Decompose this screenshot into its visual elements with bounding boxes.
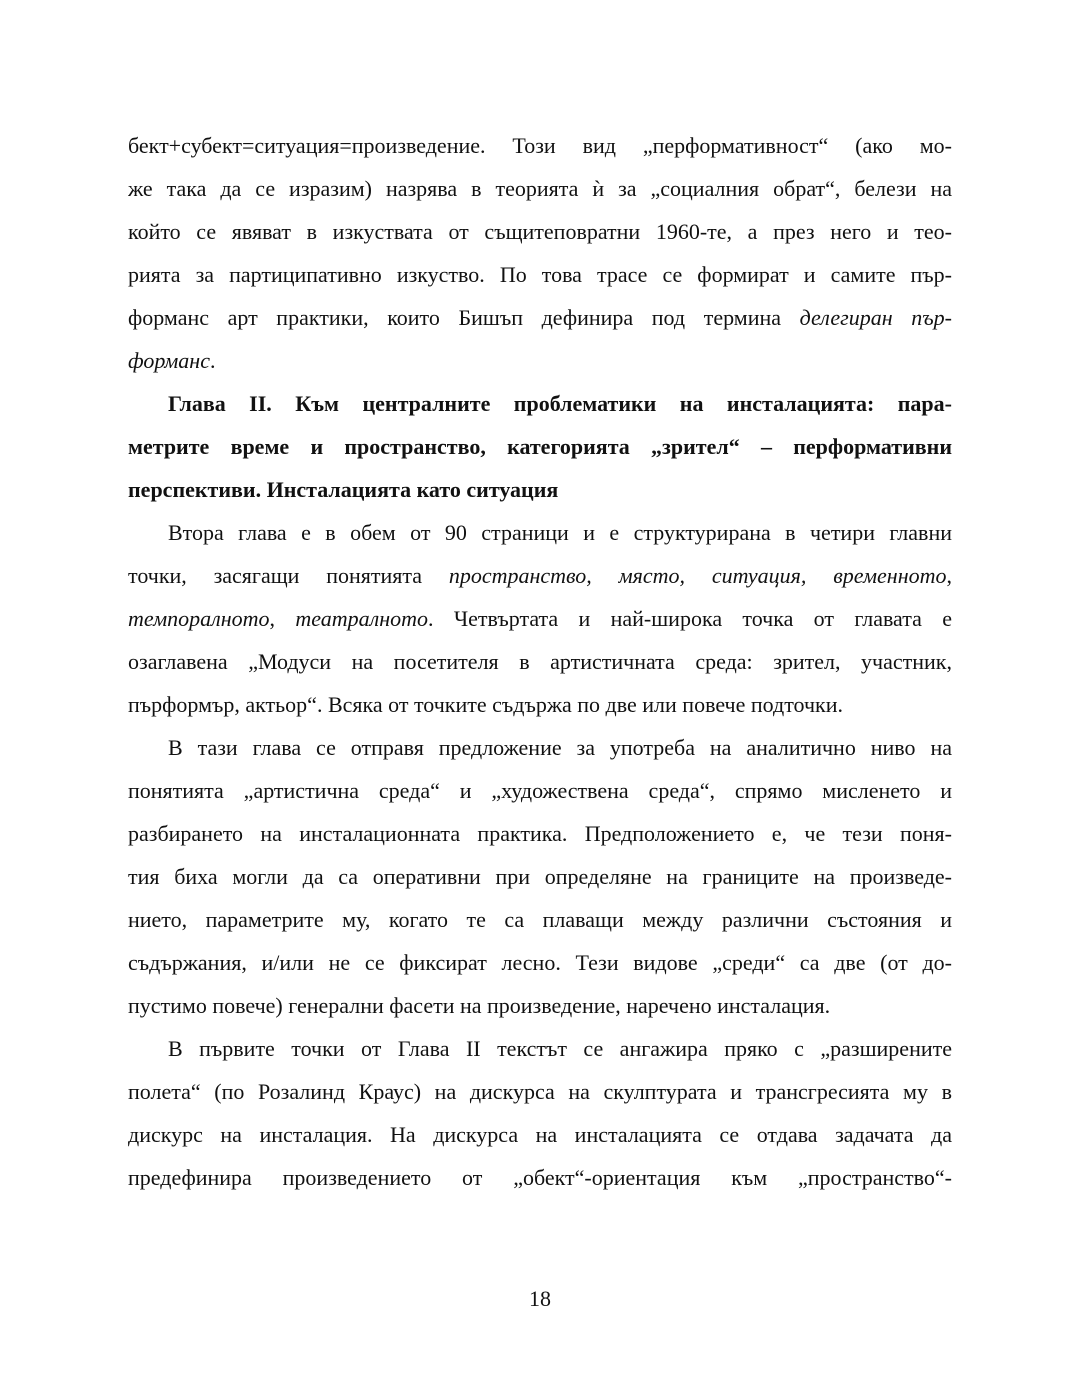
heading-line: перспективи. Инсталацията като ситуация [128,477,559,502]
text-run: форманс арт практики, които Бишъп дефинира под термина [128,305,800,330]
text-line: понятията „артистична среда“ и „художествена среда“, спрямо мисленето и [128,778,952,803]
text-line [128,296,952,339]
text-line: съдържания, и/или не се фиксират лесно. Тези видове „среди“ са две (от до- [128,950,952,975]
body-text [128,124,952,1199]
italic-term: темпоралното [128,606,270,631]
text-run: . [209,348,216,373]
text-line: дискурс на инсталация. На дискурса на инсталацията се отдава задачата да [128,1122,952,1147]
text-run: , [946,563,952,588]
text-line: бект+субект=ситуация=произведение. Този вид „перформативност“ (ако мо- [128,133,952,158]
text-line: В тази глава се отправя предложение за употреба на аналитично ниво на [168,735,952,760]
text-line: нието, параметрите му, когато те са плаващи между различни състояния и [128,907,952,932]
italic-term: театралното [295,606,429,631]
text-line: пърформър, актьор“. Всяка от точките съдържа по две или повече подточки. [128,692,843,717]
paragraph-1 [128,124,952,382]
italic-term: пространство, място, ситуация, временното [448,563,947,588]
paragraph-4 [128,1027,952,1199]
text-run: точки, засягащи понятията [128,563,449,588]
text-line: предефинира произведението от „обект“-ориентация към „пространство“- [128,1165,952,1190]
text-line: тия биха могли да са оперативни при определяне на границите на произведе- [128,864,952,889]
text-run: . Четвъртата и най-широка точка от главата е [428,606,952,631]
text-line [128,597,952,640]
text-line [128,554,952,597]
text-line: който се явяват в изкуствата от същитеповратни 1960-те, а през него и тео- [128,219,952,244]
paragraph-2 [128,511,952,726]
text-line: рията за партиципативно изкуство. По това трасе се формират и самите пър- [128,262,952,287]
text-run: , [269,606,296,631]
italic-term: форманс [128,348,210,373]
heading-line: Глава II. Към централните проблематики на инсталацията: пара- [168,391,952,416]
text-line: полета“ (по Розалинд Краус) на дискурса на скулптурата и трансгресията му в [128,1079,952,1104]
heading-line: метрите време и пространство, категорията „зрител“ – перформативни [128,434,952,459]
text-line: пустимо повече) генерални фасети на произведение, наречено инсталация. [128,993,831,1018]
text-line: же така да се изразим) назрява в теорията ѝ за „социалния обрат“, белези на [128,176,952,201]
text-line: разбирането на инсталационната практика. Предположението е, че тези поня- [128,821,952,846]
text-line [128,339,952,382]
italic-term: делегиран пър- [799,305,952,330]
page-number: 18 [529,1286,551,1311]
text-line: В първите точки от Глава II текстът се ангажира пряко с „разширените [168,1036,952,1061]
chapter-heading [128,382,952,511]
text-line: Втора глава е в обем от 90 страници и е структурирана в четири главни [168,520,952,545]
paragraph-3 [128,726,952,1027]
text-line: озаглавена „Модуси на посетителя в артистичната среда: зрител, участник, [128,649,952,674]
